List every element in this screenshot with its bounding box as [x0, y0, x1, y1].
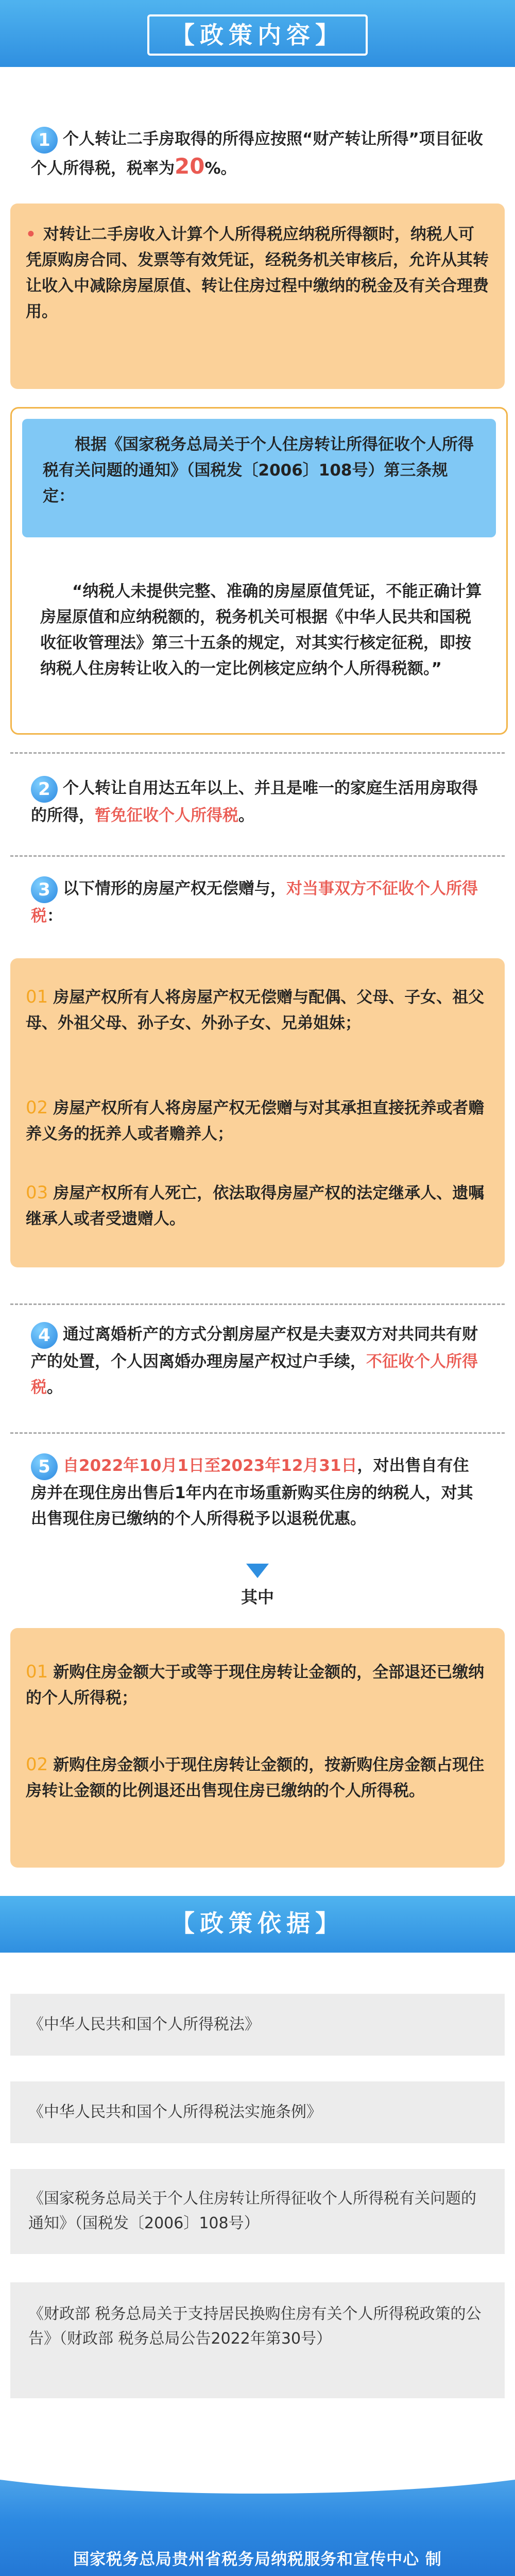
policy-basis-title: 【政策依据】: [171, 1909, 344, 1937]
item-5-date-range: 自2022年10月1日至2023年12月31日: [63, 1456, 357, 1475]
item-5-refund-box: [10, 1628, 505, 1868]
footer-credit: 国家税务总局贵州省税务局纳税服务和宣传中心 制: [73, 2550, 442, 2569]
item-3-cases-box: [10, 958, 505, 1267]
case-number: 01: [26, 987, 48, 1007]
item-4-text: 4 通过离婚析产的方式分割房屋产权是夫妻双方对共同共有财产的处置，个人因离婚办理房屋产权过户手续，不征收个人所得税。: [31, 1321, 484, 1400]
item-3-case-2: 02 房屋产权所有人将房屋产权无偿赠与对其承担直接抚养或者赡养义务的抚养人或者赡养人；: [26, 1097, 485, 1143]
case-number: 02: [26, 1097, 48, 1118]
regulation-intro-panel: [22, 419, 496, 537]
item-1-text: 1 个人转让二手房取得的所得应按照“财产转让所得”项目征收个人所得税，税率为20%。: [31, 126, 484, 181]
item-1-number: 1: [31, 127, 58, 154]
divider-2: [10, 855, 505, 857]
item-3-highlight: 对当事双方不征收个人所得税: [31, 879, 478, 925]
rule-number: 01: [26, 1662, 48, 1682]
basis-item-4: 《财政部 税务总局关于支持居民换购住房有关个人所得税政策的公告》（财政部 税务总局公告2022年第30号）: [10, 2282, 505, 2398]
item-2-text: 2 个人转让自用达五年以上、并且是唯一的家庭生活用房取得的所得，暂免征收个人所得税。: [31, 775, 484, 828]
divider-3: [10, 1303, 505, 1305]
bullet-dot-icon: •: [26, 225, 36, 244]
footer-wave-shape: [0, 2421, 515, 2494]
among-them-label: 其中: [241, 1587, 274, 1607]
policy-content-title: 【政策内容】: [147, 14, 368, 56]
basis-item-3: 《国家税务总局关于个人住房转让所得征收个人所得税有关问题的通知》（国税发〔2006〕108号）: [10, 2169, 505, 2254]
footer: [0, 2421, 515, 2576]
item-3-case-3: 03 房屋产权所有人死亡，依法取得房屋产权的法定继承人、遗嘱继承人或者受遗赠人。: [26, 1182, 485, 1228]
basis-item-2: 《中华人民共和国个人所得税法实施条例》: [10, 2081, 505, 2143]
item-2-number: 2: [31, 776, 58, 803]
policy-basis-banner: [0, 1896, 515, 1953]
divider-1: [10, 752, 505, 754]
item-3-case-1: 01 房屋产权所有人将房屋产权无偿赠与配偶、父母、子女、祖父母、外祖父母、孙子女、外孙子女、兄弟姐妹；: [26, 987, 485, 1032]
item-1-note-box: [10, 204, 505, 389]
regulation-quote-text: “纳税人未提供完整、准确的房屋原值凭证，不能正确计算房屋原值和应纳税额的，税务机关可根据《中华人民共和国税收征收管理法》第三十五条的规定，对其实行核定征税，即按纳税人住房转让收入的一定比例核定应纳个人所得税额。”: [40, 582, 482, 678]
tax-rate-value: 20: [175, 153, 205, 179]
item-5-text: 5 自2022年10月1日至2023年12月31日，对出售自有住房并在现住房出售后1年内在市场重新购买住房的纳税人，对其出售现住房已缴纳的个人所得税予以退税优惠。: [31, 1453, 484, 1532]
basis-item-1: 《中华人民共和国个人所得税法》: [10, 1994, 505, 2056]
policy-content-banner: [0, 0, 515, 67]
case-number: 03: [26, 1182, 48, 1203]
item-3-number: 3: [31, 876, 58, 903]
item-4-number: 4: [31, 1322, 58, 1349]
item-4-highlight: 不征收个人所得税: [31, 1352, 478, 1397]
pointer-arrow-icon: [246, 1564, 269, 1578]
item-3-text: 3 以下情形的房屋产权无偿赠与，对当事双方不征收个人所得税：: [31, 876, 484, 929]
regulation-reference-box: [10, 407, 508, 735]
item-1-note: • 对转让二手房收入计算个人所得税应纳税所得额时，纳税人可凭原购房合同、发票等有效凭证，经税务机关审核后，允许从其转让收入中减除房屋原值、转让住房过程中缴纳的税金及有关合理费用。: [26, 225, 489, 321]
refund-rule-2: 02 新购住房金额小于现住房转让金额的，按新购住房金额占现住房转让金额的比例退还出售现住房已缴纳的个人所得税。: [26, 1754, 485, 1800]
divider-4: [10, 1432, 505, 1434]
rule-number: 02: [26, 1754, 48, 1775]
item-5-number: 5: [31, 1453, 58, 1480]
refund-rule-1: 01 新购住房金额大于或等于现住房转让金额的，全部退还已缴纳的个人所得税；: [26, 1662, 485, 1707]
regulation-intro-text: 根据《国家税务总局关于个人住房转让所得征收个人所得税有关问题的通知》（国税发〔2006〕108号）第三条规定：: [43, 435, 474, 505]
item-2-highlight: 暂免征收个人所得税: [95, 806, 238, 825]
